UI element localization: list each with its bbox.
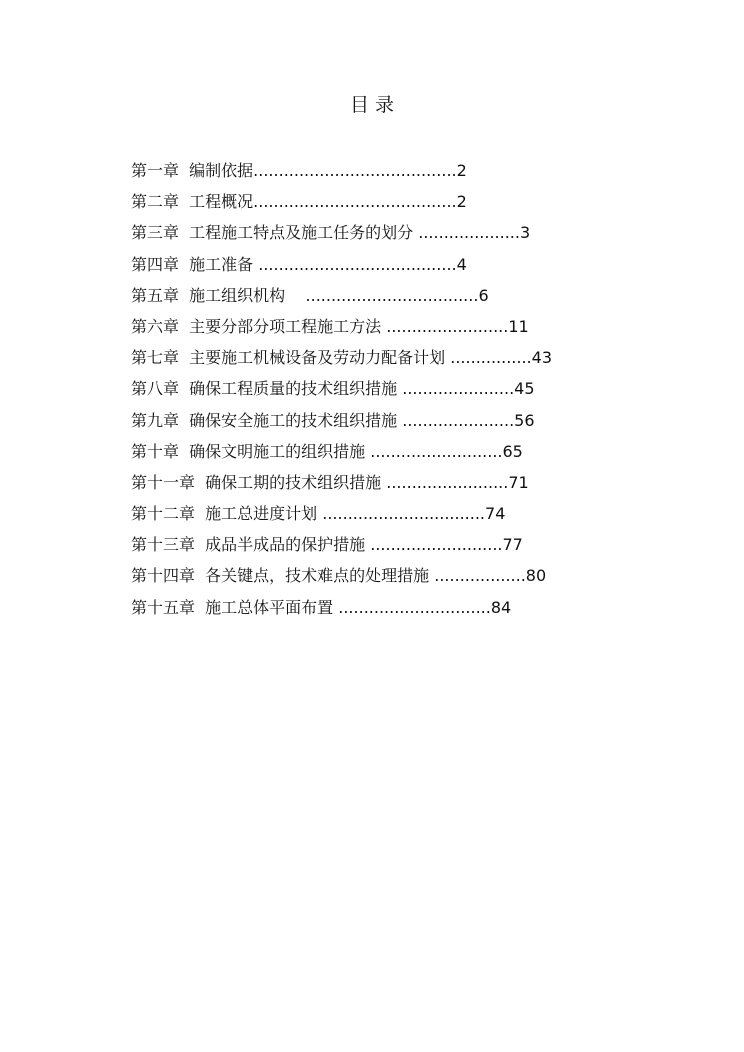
toc-entry-7[interactable]: 第七章 主要施工机械设备及劳动力配备计划 ................43	[131, 348, 552, 368]
toc-entry-1[interactable]: 第一章 编制依据........................................2	[131, 161, 467, 180]
toc-entry-5[interactable]: 第五章 施工组织机构 ..................................6	[131, 285, 489, 305]
toc-entry-3[interactable]: 第三章 工程施工特点及施工任务的划分 ....................3	[131, 223, 531, 243]
toc-entry-12[interactable]: 第十二章 施工总进度计划 ................................74	[131, 504, 506, 524]
toc-entry-9[interactable]: 第九章 确保安全施工的技术组织措施 ......................56	[131, 410, 535, 430]
toc-entry-15[interactable]: 第十五章 施工总体平面布置 ..............................84	[131, 597, 512, 617]
toc-entry-8[interactable]: 第八章 确保工程质量的技术组织措施 ......................45	[131, 379, 535, 399]
toc-entry-13[interactable]: 第十三章 成品半成品的保护措施 ..........................77	[131, 535, 523, 555]
toc-entry-6[interactable]: 第六章 主要分部分项工程施工方法 ........................11	[131, 316, 529, 336]
toc-entry-11[interactable]: 第十一章 确保工期的技术组织措施 ........................71	[131, 472, 529, 492]
toc-entry-14[interactable]: 第十四章 各关键点，技术难点的处理措施 ..................80	[131, 566, 547, 586]
table-of-contents	[131, 158, 552, 626]
page-title: 目 录	[349, 94, 395, 116]
toc-entry-10[interactable]: 第十章 确保文明施工的组织措施 ..........................65	[131, 441, 523, 461]
toc-entry-2[interactable]: 第二章 工程概况........................................2	[131, 192, 467, 212]
toc-entry-4[interactable]: 第四章 施工准备 .......................................4	[131, 254, 467, 274]
